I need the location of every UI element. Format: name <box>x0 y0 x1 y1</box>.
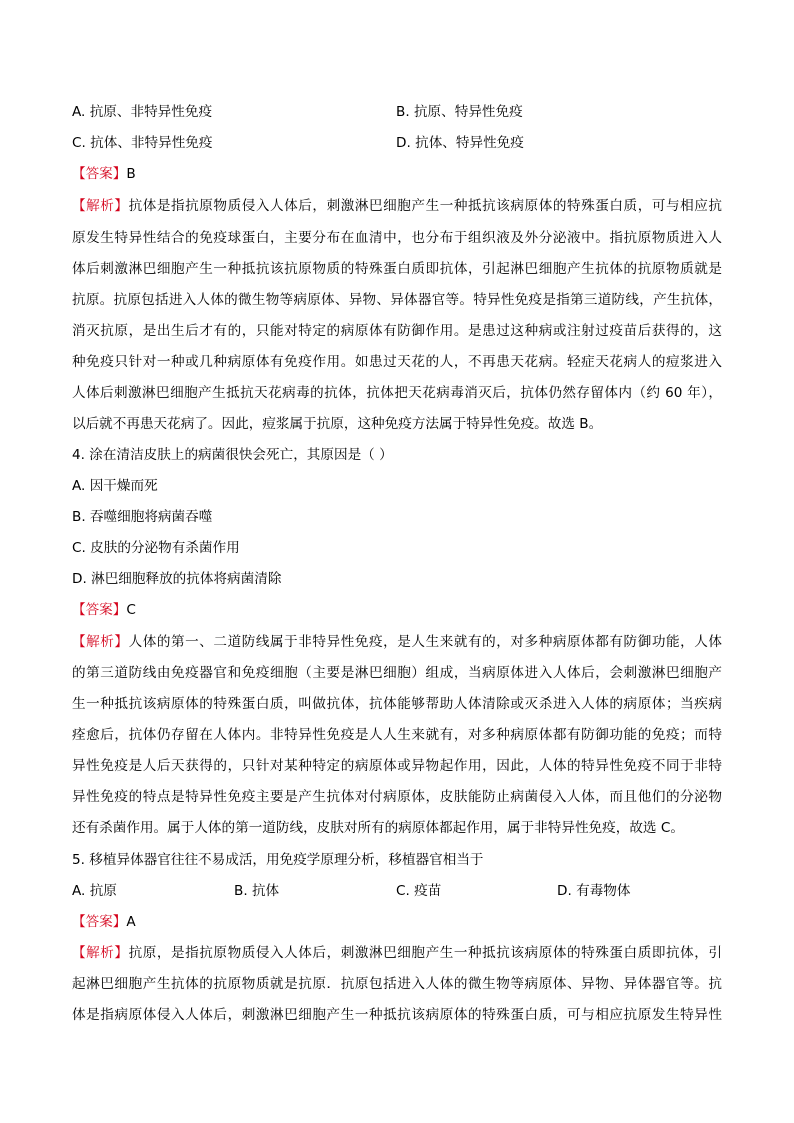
q4-option-d: D. 淋巴细胞释放的抗体将病菌清除 <box>72 571 282 587</box>
q3-analysis-line: 【解析】抗体是指抗原物质侵入人体后，刺激淋巴细胞产生一种抵抗该病原体的特殊蛋白质，可与相应抗 <box>72 198 723 214</box>
q5-option-b: B. 抗体 <box>234 883 280 899</box>
answer-value: B <box>126 166 136 182</box>
analysis-tag: 【解析】 <box>72 945 129 961</box>
q3-analysis-line: 人体后刺激淋巴细胞产生抵抗天花病毒的抗体，抗体把天花病毒消灭后，抗体仍然存留体内（约 60 年）， <box>72 385 722 401</box>
q5-option-d: D. 有毒物体 <box>557 883 631 899</box>
q3-analysis-line: 体后刺激淋巴细胞产生一种抵抗该抗原物质的特殊蛋白质即抗体，引起淋巴细胞产生抗体的抗原物质就是 <box>72 261 722 277</box>
q3-analysis-line: 抗原。抗原包括进入人体的微生物等病原体、异物、异体器官等。特异性免疫是指第三道防线，产生抗体， <box>72 292 722 308</box>
analysis-tag: 【解析】 <box>72 198 129 214</box>
q4-analysis-line: 异性免疫是人后天获得的，只针对某种特定的病原体或异物起作用，因此，人体的特异性免疫不同于非特 <box>72 758 722 774</box>
q3-analysis-line: 原发生特异性结合的免疫球蛋白，主要分布在血清中，也分布于组织液及外分泌液中。指抗原物质进入人 <box>72 230 722 246</box>
q3-analysis-line: 消灭抗原，是出生后才有的，只能对特定的病原体有防御作用。是患过这种病或注射过疫苗后获得的，这 <box>72 323 722 339</box>
q5-option-c: C. 疫苗 <box>396 883 442 899</box>
answer-tag: 【答案】 <box>72 166 127 182</box>
q4-analysis-line: 异性免疫的特点是特异性免疫主要是产生抗体对付病原体，皮肤能防止病菌侵入人体，而且他们的分泌物 <box>72 789 722 805</box>
answer-value: C <box>126 602 136 618</box>
q3-option-b: B. 抗原、特异性免疫 <box>396 104 523 120</box>
q3-answer <box>72 164 722 184</box>
q4-answer <box>72 600 722 620</box>
q5-option-a: A. 抗原 <box>72 883 117 899</box>
q5-answer <box>72 912 722 932</box>
q4-stem: 4. 涂在清洁皮肤上的病菌很快会死亡，其原因是（ ） <box>72 447 393 463</box>
q5-analysis-line: 体是指病原体侵入人体后，刺激淋巴细胞产生一种抵抗该病原体的特殊蛋白质，可与相应抗原发生特异性 <box>72 1007 722 1023</box>
q5-analysis-line: 起淋巴细胞产生抗体的抗原物质就是抗原．抗原包括进入人体的微生物等病原体、异物、异体器官等。抗 <box>72 976 722 992</box>
q3-analysis-line: 以后就不再患天花病了。因此，痘浆属于抗原，这种免疫方法属于特异性免疫。故选 B。 <box>72 416 603 432</box>
q5-stem: 5. 移植异体器官往往不易成活，用免疫学原理分析，移植器官相当于 <box>72 852 484 868</box>
q3-analysis-line: 种免疫只针对一种或几种病原体有免疫作用。如患过天花的人，不再患天花病。轻症天花病人的痘浆进入 <box>72 354 722 370</box>
q4-option-c: C. 皮肤的分泌物有杀菌作用 <box>72 540 240 556</box>
answer-value: A <box>126 914 136 930</box>
q3-option-c: C. 抗体、非特异性免疫 <box>72 135 213 151</box>
q4-option-a: A. 因干燥而死 <box>72 478 158 494</box>
q4-analysis-line: 痊愈后，抗体仍存留在人体内。非特异性免疫是人人生来就有，对多种病原体都有防御功能的免疫；而特 <box>72 727 722 743</box>
analysis-tag: 【解析】 <box>72 634 129 650</box>
q4-option-b: B. 吞噬细胞将病菌吞噬 <box>72 509 213 525</box>
q3-option-a: A. 抗原、非特异性免疫 <box>72 104 213 120</box>
q4-analysis-line: 的第三道防线由免疫器官和免疫细胞（主要是淋巴细胞）组成，当病原体进入人体后，会刺激淋巴细胞产 <box>72 665 722 681</box>
q4-analysis-line: 生一种抵抗该病原体的特殊蛋白质，叫做抗体，抗体能够帮助人体清除或灭杀进入人体的病原体；当疾病 <box>72 696 722 712</box>
q5-analysis-line: 【解析】抗原，是指抗原物质侵入人体后，刺激淋巴细胞产生一种抵抗该病原体的特殊蛋白质即抗体，引 <box>72 945 723 961</box>
q4-analysis-line: 【解析】人体的第一、二道防线属于非特异性免疫，是人生来就有的，对多种病原体都有防御功能，人体 <box>72 634 723 650</box>
q3-option-d: D. 抗体、特异性免疫 <box>396 135 524 151</box>
q4-analysis-line: 还有杀菌作用。属于人体的第一道防线，皮肤对所有的病原体都起作用，属于非特异性免疫，故选 C。 <box>72 820 684 836</box>
answer-tag: 【答案】 <box>72 914 127 930</box>
answer-tag: 【答案】 <box>72 602 127 618</box>
